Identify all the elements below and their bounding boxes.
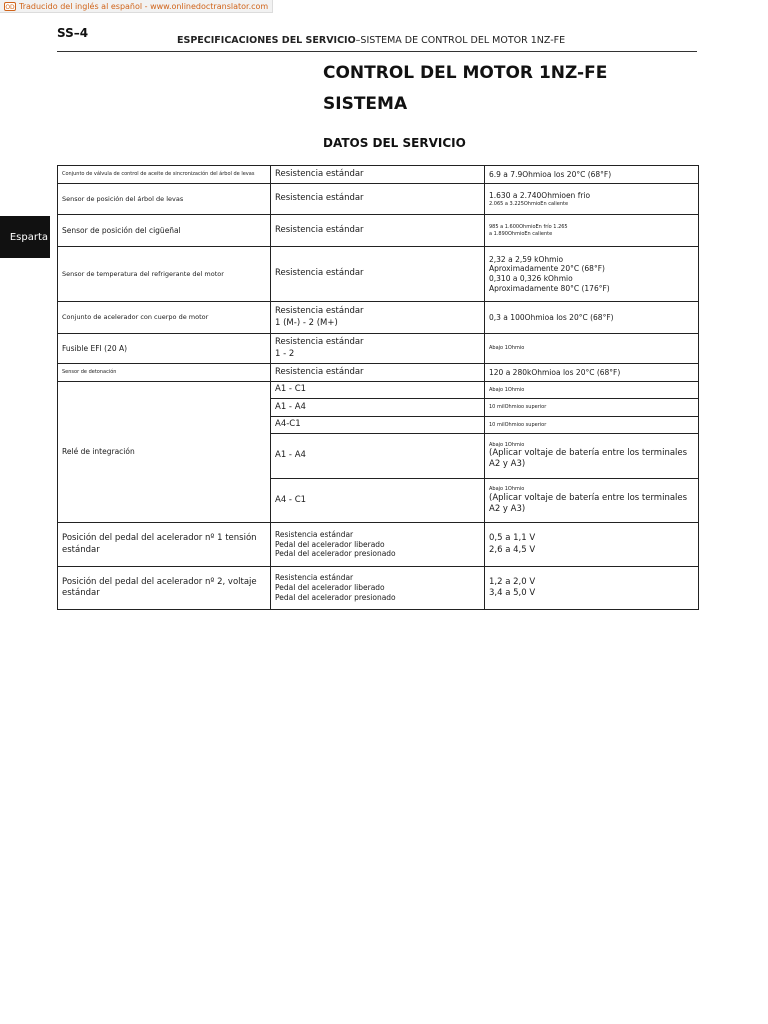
section-title: DATOS DEL SERVICIO <box>323 136 466 150</box>
spec-cell: Abajo 1Ohmio <box>485 334 699 364</box>
condition-cell: A1 - A4 <box>271 399 485 417</box>
running-header-section: ESPECIFICACIONES DEL SERVICIO <box>177 35 356 46</box>
spec-line: 0,5 a 1,1 V <box>489 533 536 544</box>
component-cell: Sensor de posición del árbol de levas <box>58 184 271 215</box>
component-cell: Relé de integración <box>58 382 271 523</box>
condition-line: Resistencia estándar <box>275 306 364 317</box>
page-title-line1: CONTROL DEL MOTOR 1NZ-FE <box>323 63 608 83</box>
header-rule <box>57 51 697 52</box>
spec-cell: 6.9 a 7.9Ohmioa los 20°C (68°F) <box>485 166 699 184</box>
spec-cell <box>485 523 699 567</box>
spec-line: 2.065 a 3.225OhmioEn caliente <box>489 200 569 207</box>
condition-line: Resistencia estándar <box>275 337 364 348</box>
condition-cell <box>271 302 485 334</box>
component-cell: Sensor de posición del cigüeñal <box>58 215 271 247</box>
spec-cell <box>485 479 699 523</box>
running-header-system: –SISTEMA DE CONTROL DEL MOTOR 1NZ-FE <box>355 35 566 46</box>
component-cell: Sensor de temperatura del refrigerante del motor <box>58 247 271 302</box>
running-header <box>177 35 565 46</box>
table-row <box>58 184 699 215</box>
component-cell: Sensor de detonación <box>58 364 271 382</box>
spec-cell <box>485 434 699 479</box>
translator-banner-link[interactable]: Traducido del inglés al español - www.onlinedoctranslator.com <box>19 1 269 11</box>
table-row <box>58 334 699 364</box>
table-row <box>58 567 699 610</box>
spec-cell: 10 milOhmioo superior <box>485 417 699 434</box>
condition-cell: Resistencia estándar <box>271 247 485 302</box>
table-row <box>58 523 699 567</box>
spec-cell <box>485 215 699 247</box>
condition-line: Resistencia estándar <box>275 573 354 583</box>
condition-cell: A4 - C1 <box>271 479 485 523</box>
condition-cell: Resistencia estándar <box>271 166 485 184</box>
spec-line: (Aplicar voltaje de batería entre los terminales A2 y A3) <box>489 492 688 514</box>
component-cell: Posición del pedal del acelerador nº 2, voltaje estándar <box>58 567 271 610</box>
spec-cell: 10 milOhmioo superior <box>485 399 699 417</box>
spec-cell <box>485 567 699 610</box>
spec-line: 2,32 a 2,59 kOhmio <box>489 254 564 264</box>
condition-cell <box>271 334 485 364</box>
condition-line: Pedal del acelerador liberado <box>275 539 385 549</box>
spec-cell: Abajo 1Ohmio <box>485 382 699 399</box>
side-tab[interactable] <box>0 216 50 258</box>
condition-cell: A4-C1 <box>271 417 485 434</box>
service-data-table <box>57 165 699 610</box>
condition-line: 1 (M-) - 2 (M+) <box>275 317 338 328</box>
component-cell: Posición del pedal del acelerador nº 1 tensión estándar <box>58 523 271 567</box>
spec-line: 3,4 a 5,0 V <box>489 588 536 598</box>
spec-line: 985 a 1.600OhmioEn frío 1.265 <box>489 224 568 230</box>
condition-cell <box>271 567 485 610</box>
component-cell: Conjunto de válvula de control de aceite de sincronización del árbol de levas <box>58 166 271 184</box>
spec-line: Abajo 1Ohmio <box>489 441 525 448</box>
component-cell: Fusible EFI (20 A) <box>58 334 271 364</box>
condition-cell: A1 - A4 <box>271 434 485 479</box>
condition-cell: Resistencia estándar <box>271 184 485 215</box>
spec-line: Aproximadamente 80°C (176°F) <box>489 283 610 293</box>
spec-line: Aproximadamente 20°C (68°F) <box>489 264 605 274</box>
spec-line: 2,6 a 4,5 V <box>489 544 536 555</box>
side-tab-label: Esparta <box>9 231 48 243</box>
table-row <box>58 166 699 184</box>
spec-cell <box>485 184 699 215</box>
condition-line: Pedal del acelerador liberado <box>275 583 385 593</box>
translator-logo-icon: OD <box>5 3 15 11</box>
condition-line: Pedal del acelerador presionado <box>275 549 396 559</box>
spec-line: 0,310 a 0,326 kOhmio <box>489 274 573 283</box>
spec-cell <box>485 247 699 302</box>
component-cell: Conjunto de acelerador con cuerpo de motor <box>58 302 271 334</box>
translator-banner[interactable] <box>0 0 273 13</box>
table-row <box>58 247 699 302</box>
spec-line: 1.630 a 2.740Ohmioen frio <box>489 190 591 200</box>
condition-cell: Resistencia estándar <box>271 364 485 382</box>
condition-cell: Resistencia estándar <box>271 215 485 247</box>
page-code: SS–4 <box>57 26 89 40</box>
spec-line: Abajo 1Ohmio <box>489 486 525 493</box>
table-row <box>58 215 699 247</box>
table-row <box>58 302 699 334</box>
spec-cell: 0,3 a 100Ohmioa los 20°C (68°F) <box>485 302 699 334</box>
condition-line: Pedal del acelerador presionado <box>275 592 396 602</box>
table-row <box>58 382 699 399</box>
spec-line: (Aplicar voltaje de batería entre los terminales A2 y A3) <box>489 448 688 470</box>
page-title-line2: SISTEMA <box>323 94 408 114</box>
condition-line: Resistencia estándar <box>275 529 354 539</box>
condition-cell: A1 - C1 <box>271 382 485 399</box>
table-row <box>58 364 699 382</box>
spec-line: a 1.890OhmioEn caliente <box>489 230 553 237</box>
spec-cell: 120 a 280kOhmioa los 20°C (68°F) <box>485 364 699 382</box>
condition-line: 1 - 2 <box>275 348 295 359</box>
spec-line: 1,2 a 2,0 V <box>489 576 536 587</box>
condition-cell <box>271 523 485 567</box>
